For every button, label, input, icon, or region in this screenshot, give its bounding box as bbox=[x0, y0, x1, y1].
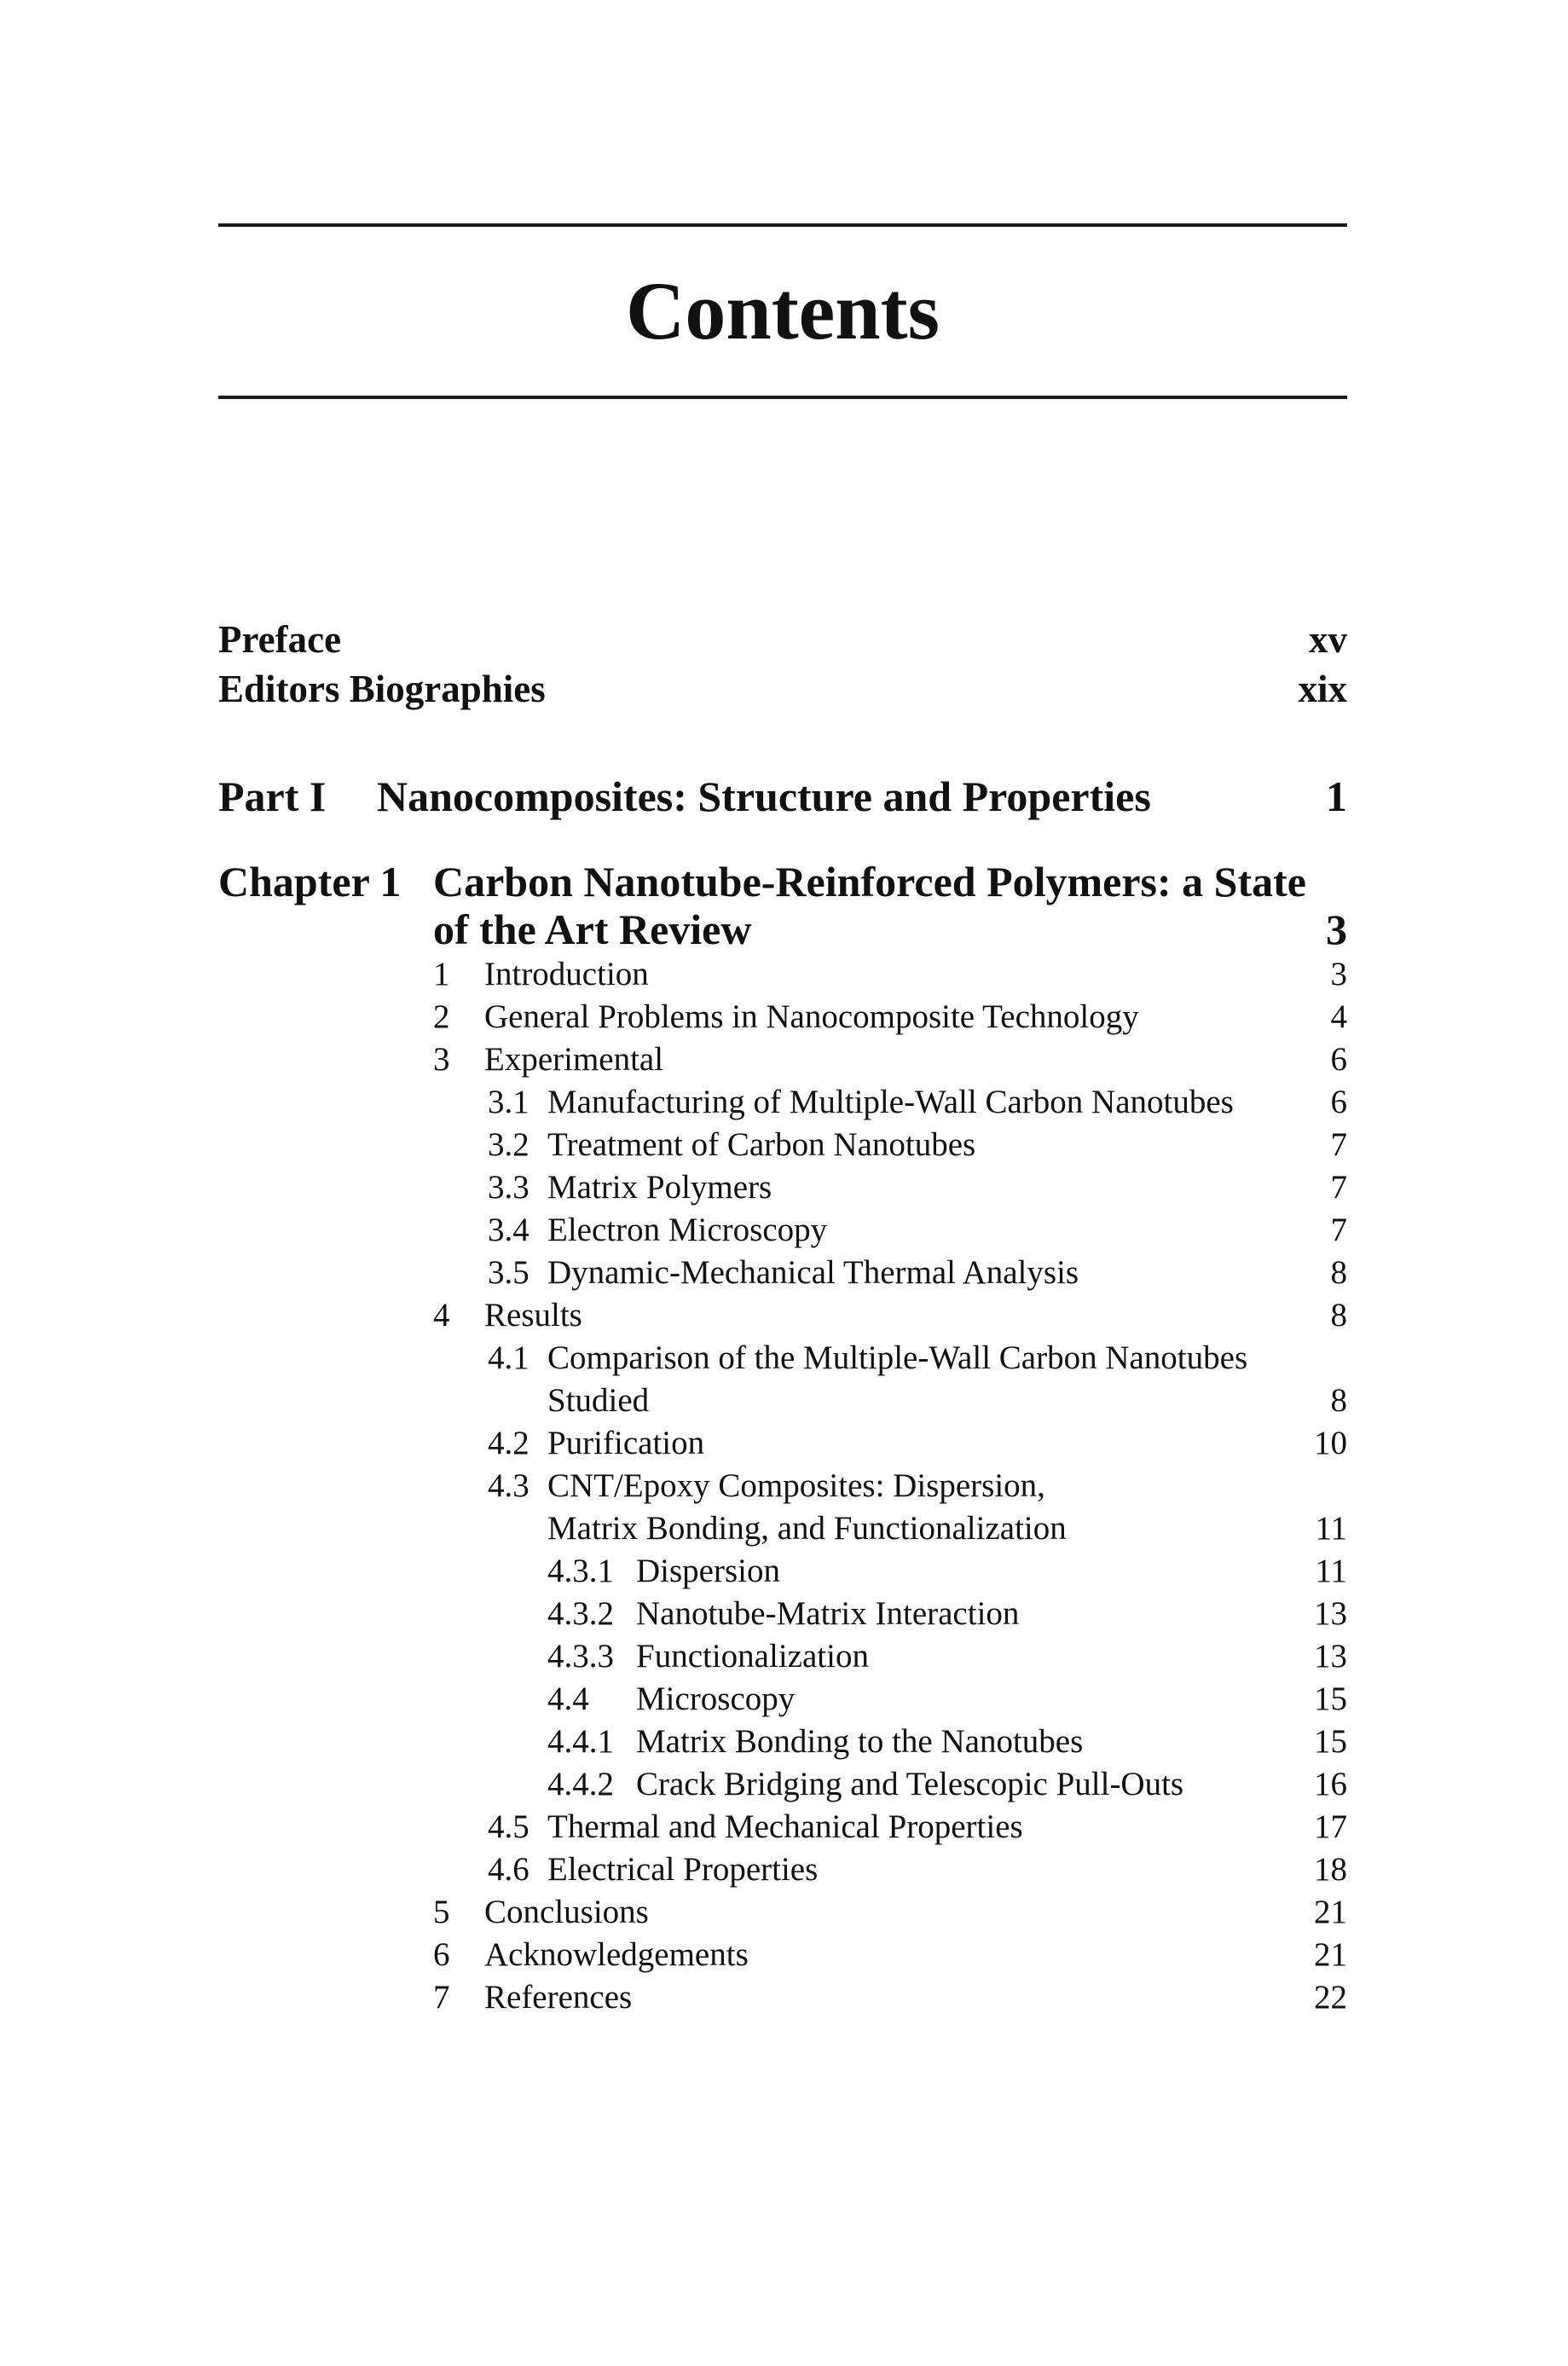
entry-page: 6 bbox=[1330, 1041, 1347, 1078]
entry-page: 22 bbox=[1314, 1979, 1347, 2016]
toc-entry-label: Editors Biographies bbox=[218, 668, 546, 710]
entry-title: Results bbox=[484, 1297, 582, 1333]
entry-title-cont: Matrix Bonding, and Functionalization bbox=[547, 1510, 1067, 1547]
entry-title: Dynamic-Mechanical Thermal Analysis bbox=[547, 1254, 1079, 1291]
entry-title: Comparison of the Multiple-Wall Carbon Nanotubes bbox=[547, 1339, 1248, 1376]
part-number: Part I bbox=[218, 772, 327, 820]
entry-title: Manufacturing of Multiple-Wall Carbon Nanotubes bbox=[547, 1084, 1234, 1120]
entry-number: 7 bbox=[433, 1979, 450, 2016]
entry-number: 2 bbox=[433, 998, 450, 1035]
entry-number: 4.4.2 bbox=[547, 1766, 614, 1802]
chapter-page: 3 bbox=[1326, 905, 1347, 953]
entry-title: Conclusions bbox=[484, 1894, 649, 1930]
entry-page: 21 bbox=[1314, 1936, 1347, 1973]
entry-number: 4 bbox=[433, 1297, 450, 1333]
entry-page: 3 bbox=[1330, 956, 1347, 992]
chapter-title: Carbon Nanotube-Reinforced Polymers: a State bbox=[433, 858, 1306, 905]
part-page: 1 bbox=[1326, 772, 1347, 820]
entry-title: CNT/Epoxy Composites: Dispersion, bbox=[547, 1467, 1045, 1504]
entry-title: Functionalization bbox=[636, 1638, 869, 1675]
entry-page: 18 bbox=[1314, 1851, 1347, 1888]
entry-title: Electrical Properties bbox=[547, 1851, 819, 1888]
entry-title: Matrix Polymers bbox=[547, 1169, 772, 1206]
entry-title: Dispersion bbox=[636, 1553, 780, 1589]
part-title: Nanocomposites: Structure and Properties bbox=[377, 772, 1151, 820]
entry-number: 4.3 bbox=[488, 1467, 529, 1504]
entry-page: 15 bbox=[1314, 1680, 1347, 1717]
toc-chapter-1-cont[interactable] bbox=[218, 904, 1347, 955]
entry-number: 4.1 bbox=[488, 1339, 529, 1376]
chapter-number: Chapter 1 bbox=[218, 858, 402, 905]
entry-number: 3.1 bbox=[488, 1084, 529, 1120]
title-rule-bottom bbox=[218, 396, 1347, 399]
entry-page: 13 bbox=[1314, 1638, 1347, 1675]
entry-page: 4 bbox=[1330, 998, 1347, 1035]
title-rule-top bbox=[218, 223, 1347, 227]
entry-number: 4.3.2 bbox=[547, 1595, 614, 1632]
toc-entry-page: xv bbox=[1309, 618, 1347, 661]
toc-entry-label: Preface bbox=[218, 618, 342, 661]
entry-title: Treatment of Carbon Nanotubes bbox=[547, 1126, 976, 1163]
entry-title-cont: Studied bbox=[547, 1382, 650, 1419]
entry-number: 3.5 bbox=[488, 1254, 529, 1291]
entry-number: 1 bbox=[433, 956, 450, 992]
entry-number: 5 bbox=[433, 1894, 450, 1930]
entry-page: 7 bbox=[1330, 1169, 1347, 1206]
chapter-title-cont: of the Art Review bbox=[433, 905, 752, 953]
entry-title: Acknowledgements bbox=[484, 1936, 749, 1973]
entry-title: Purification bbox=[547, 1425, 705, 1461]
entry-title: Microscopy bbox=[636, 1680, 796, 1717]
entry-title: Crack Bridging and Telescopic Pull-Outs bbox=[636, 1766, 1184, 1802]
entry-page: 8 bbox=[1330, 1254, 1347, 1291]
entry-page: 7 bbox=[1330, 1212, 1347, 1248]
entry-page: 16 bbox=[1314, 1766, 1347, 1802]
entry-number: 4.6 bbox=[488, 1851, 529, 1888]
entry-page: 6 bbox=[1330, 1084, 1347, 1120]
entry-page: 21 bbox=[1314, 1894, 1347, 1930]
entry-number: 3 bbox=[433, 1041, 450, 1078]
entry-page: 11 bbox=[1315, 1553, 1347, 1589]
entry-number: 4.4.1 bbox=[547, 1723, 614, 1760]
entry-title: Experimental bbox=[484, 1041, 664, 1078]
entry-page: 8 bbox=[1330, 1382, 1347, 1419]
entry-number: 3.2 bbox=[488, 1126, 529, 1163]
entry-title: Introduction bbox=[484, 956, 649, 992]
toc-entry-page: xix bbox=[1298, 668, 1347, 710]
entry-title: Thermal and Mechanical Properties bbox=[547, 1808, 1023, 1845]
entry-number: 4.3.1 bbox=[547, 1553, 614, 1589]
entry-page: 11 bbox=[1315, 1510, 1347, 1547]
entry-page: 7 bbox=[1330, 1126, 1347, 1163]
entry-page: 10 bbox=[1314, 1425, 1347, 1461]
entry-page: 8 bbox=[1330, 1297, 1347, 1333]
toc-entry-preface[interactable] bbox=[218, 614, 1347, 665]
toc-entry-editors-biographies[interactable] bbox=[218, 663, 1347, 714]
entry-number: 6 bbox=[433, 1936, 450, 1973]
entry-title: References bbox=[484, 1979, 633, 2016]
toc-chapter-1[interactable] bbox=[218, 856, 1347, 907]
entry-title: Matrix Bonding to the Nanotubes bbox=[636, 1723, 1084, 1760]
toc-part-1[interactable] bbox=[218, 771, 1347, 822]
toc-entry[interactable] bbox=[218, 1976, 1347, 2028]
entry-number: 4.2 bbox=[488, 1425, 529, 1461]
entry-number: 3.3 bbox=[488, 1169, 529, 1206]
entry-title: Nanotube-Matrix Interaction bbox=[636, 1595, 1020, 1632]
entry-title: Electron Microscopy bbox=[547, 1212, 828, 1248]
entry-page: 13 bbox=[1314, 1595, 1347, 1632]
page-title: Contents bbox=[625, 265, 940, 356]
entry-number: 4.3.3 bbox=[547, 1638, 614, 1675]
entry-number: 3.4 bbox=[488, 1212, 529, 1248]
entry-title: General Problems in Nanocomposite Technology bbox=[484, 998, 1139, 1035]
entry-page: 15 bbox=[1314, 1723, 1347, 1760]
entry-number: 4.5 bbox=[488, 1808, 529, 1845]
entry-number: 4.4 bbox=[547, 1680, 589, 1717]
entry-page: 17 bbox=[1314, 1808, 1347, 1845]
